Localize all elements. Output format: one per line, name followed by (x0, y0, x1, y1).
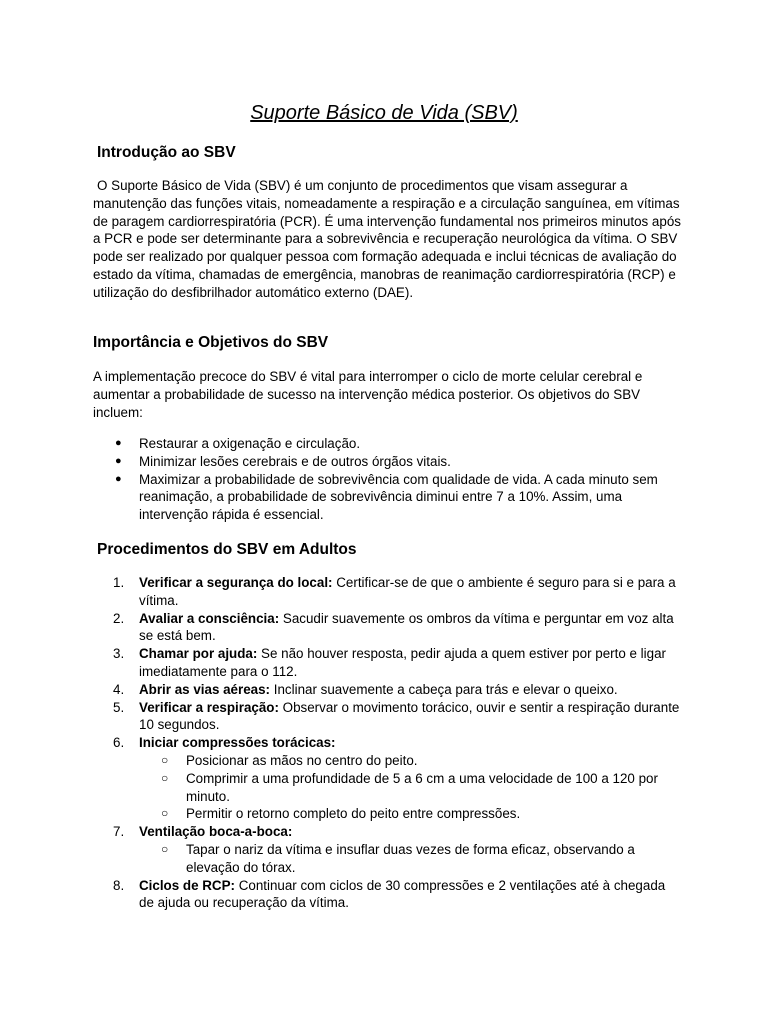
list-item (93, 453, 679, 471)
list-item (93, 471, 679, 524)
list-item (93, 681, 683, 699)
step-text: Continuar com ciclos de 30 compressões e 2 ventilações até à chegada de ajuda ou recuperação da vítima. (139, 877, 666, 911)
step-number: 2. (113, 610, 125, 626)
sub-list-item (139, 770, 683, 806)
sub-item-text: Posicionar as mãos no centro do peito. (186, 752, 418, 768)
list-item (93, 574, 683, 610)
procedures-list (93, 574, 683, 912)
step-text: Certificar-se de que o ambiente é seguro para si e para a vítima. (139, 575, 676, 608)
objective-text: Restaurar a oxigenação e circulação. (139, 436, 361, 451)
list-item (93, 734, 683, 823)
circle-bullet-icon: ○ (161, 752, 169, 767)
step-number: 4. (113, 681, 125, 697)
step-number: 8. (113, 877, 125, 893)
list-item (93, 877, 683, 913)
step-label: Iniciar compressões torácicas: (139, 735, 336, 751)
step-text: Sacudir suavemente os ombros da vítima e perguntar em voz alta se está bem. (139, 610, 674, 644)
step-number: 6. (113, 735, 125, 751)
step-label: Verificar a respiração: (139, 699, 279, 715)
intro-paragraph: O Suporte Básico de Vida (SBV) é um conjunto de procedimentos que visam assegurar a manutenção das funções vitais, nomeadamente a respiração e a circulação sanguínea, em vítimas de paragem cardiorrespiratória (PCR). É uma intervenção fundamental nos primeiros minutos após a PCR e pode ser determinante para a sobrevivência e recuperação neurológica da vítima. O SBV pode ser realizado por qualquer pessoa com formação adequada e inclui técnicas de avaliação do estado da vítima, chamadas de emergência, manobras de reanimação cardiorrespiratória (RCP) e utilização do desfibrilhador automático externo (DAE). (93, 178, 681, 300)
list-item (93, 610, 683, 646)
section-heading-procedimentos: Procedimentos do SBV em Adultos (97, 541, 357, 558)
bullet-icon: ● (115, 472, 122, 485)
importance-paragraph: A implementação precoce do SBV é vital para interromper o ciclo de morte celular cerebral e aumentar a probabilidade de sucesso na intervenção médica posterior. Os objetivos do SBV incluem: (93, 369, 643, 420)
step-number: 5. (113, 699, 125, 715)
sub-item-text: Comprimir a uma profundidade de 5 a 6 cm a uma velocidade de 100 a 120 por minuto. (186, 770, 658, 804)
step-label: Chamar por ajuda: (139, 646, 258, 662)
list-item (93, 645, 683, 681)
circle-bullet-icon: ○ (161, 770, 169, 785)
bullet-icon: ● (115, 454, 122, 467)
bullet-icon: ● (115, 437, 122, 449)
sub-list-item (139, 805, 683, 823)
sub-list-item (139, 841, 683, 877)
step-text: Inclinar suavemente a cabeça para trás e elevar o queixo. (270, 681, 618, 697)
section-heading-importancia: Importância e Objetivos do SBV (93, 334, 329, 351)
step-label: Abrir as vias aéreas: (139, 681, 271, 697)
step-text: Observar o movimento torácico, ouvir e sentir a respiração durante 10 segundos. (139, 699, 680, 733)
circle-bullet-icon: ○ (161, 841, 169, 856)
sub-list-item (139, 752, 683, 770)
list-item (93, 823, 683, 876)
step-number: 1. (113, 575, 125, 590)
step-label: Verificar a segurança do local: (139, 575, 333, 590)
objective-text: Maximizar a probabilidade de sobrevivência com qualidade de vida. A cada minuto sem reanimação, a probabilidade de sobrevivência diminui entre 7 a 10%. Assim, uma intervenção rápida é essencial. (139, 471, 658, 523)
sub-list (139, 841, 683, 877)
objective-text: Minimizar lesões cerebrais e de outros órgãos vitais. (139, 453, 451, 469)
sub-item-text: Tapar o nariz da vítima e insuflar duas vezes de forma eficaz, observando a elevação do tórax. (186, 841, 635, 875)
list-item (93, 699, 683, 735)
circle-bullet-icon: ○ (161, 806, 169, 821)
step-label: Ciclos de RCP: (139, 877, 235, 893)
list-item (93, 435, 679, 453)
document-title: Suporte Básico de Vida (SBV) (250, 102, 518, 124)
step-number: 3. (113, 646, 125, 662)
section-heading-introducao: Introdução ao SBV (97, 144, 236, 161)
step-label: Ventilação boca-a-boca: (139, 824, 293, 840)
objectives-list (93, 435, 679, 524)
step-number: 7. (113, 824, 125, 840)
sub-list (139, 752, 683, 823)
step-label: Avaliar a consciência: (139, 610, 280, 626)
sub-item-text: Permitir o retorno completo do peito entre compressões. (186, 806, 521, 822)
step-text: Se não houver resposta, pedir ajuda a quem estiver por perto e ligar imediatamente para o 112. (139, 646, 666, 679)
